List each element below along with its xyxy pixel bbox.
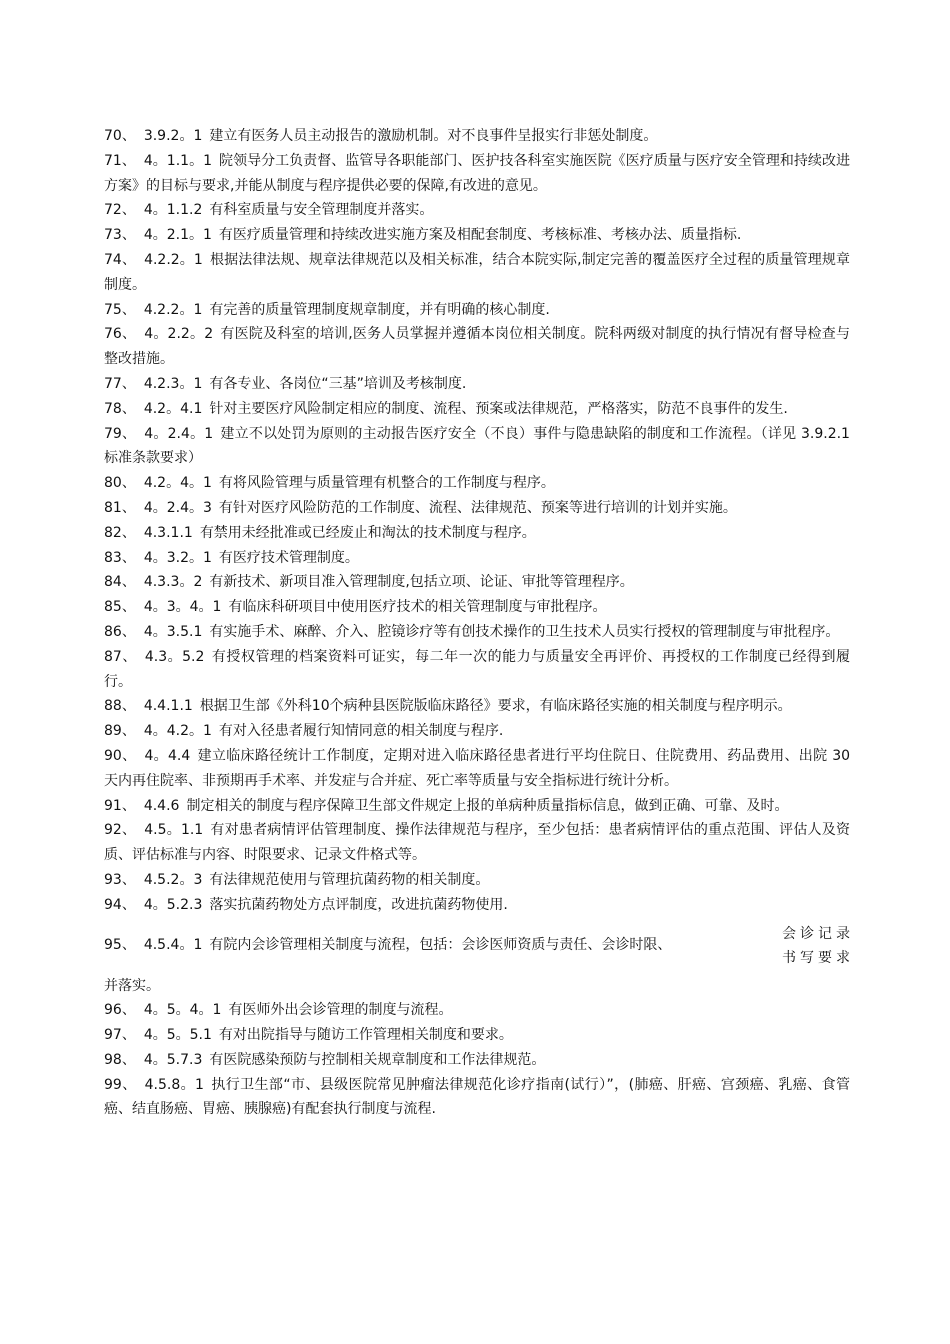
item-number: 83、	[104, 549, 136, 566]
item-text: 有临床科研项目中使用医疗技术的相关管理制度与审批程序。	[228, 599, 607, 616]
item-text: 建立临床路径统计工作制度，定期对进入临床路径患者进行平均住院日、住院费用、药品费用、出院 30 天内再住院率、非预期再手术率、并发症与合并症、死亡率等质量与安全指标进行统计分析。	[104, 747, 851, 789]
item-text: 有实施手术、麻醉、介入、腔镜诊疗等有创技术操作的卫生技术人员实行授权的管理制度与审批程序。	[209, 623, 840, 640]
item-code: 4。5。5.1	[143, 1027, 212, 1044]
item-number: 93、	[104, 871, 136, 888]
item-number: 99、	[104, 1076, 137, 1093]
item-text: 有将风险管理与质量管理有机整合的工作制度与程序。	[218, 475, 555, 492]
item-number: 84、	[104, 574, 136, 591]
item-number: 81、	[104, 499, 136, 516]
item-code: 4.2。4.1	[143, 400, 203, 417]
item-code: 4.5.8。1	[144, 1076, 204, 1093]
item-text: 有医疗质量管理和持续改进实施方案及相配套制度、考核标准、考核办法、质量指标.	[218, 227, 742, 244]
side-note-line-1: 会诊记录	[782, 925, 850, 942]
list-item	[104, 496, 850, 521]
list-item	[104, 223, 850, 248]
item-code: 4.5.2。3	[143, 871, 203, 888]
item-code: 4。3.2。1	[143, 549, 212, 566]
item-text: 建立有医务人员主动报告的激励机制。对不良事件呈报实行非惩处制度。	[209, 128, 658, 144]
item-number: 89、	[104, 723, 136, 740]
regulation-list	[104, 124, 850, 918]
item-text: 根据法律法规、规章法律规范以及相关标准，结合本院实际,制定完善的覆盖医疗全过程的质量管理规章制度。	[104, 251, 850, 293]
item-code: 4。5。4。1	[143, 1002, 222, 1019]
item-code: 4.4.1.1	[143, 698, 193, 715]
item-number: 85、	[104, 599, 136, 616]
list-item	[104, 422, 850, 472]
list-item	[104, 893, 850, 918]
list-item	[104, 744, 850, 794]
item-number: 74、	[104, 251, 137, 268]
regulation-list-continued	[104, 998, 850, 1122]
item-number: 76、	[104, 326, 137, 343]
item-text: 有对患者病情评估管理制度、操作法律规范与程序，至少包括：患者病情评估的重点范围、评估人及资质、评估标准与内容、时限要求、记录文件格式等。	[104, 822, 850, 864]
item-code: 4。1.1.2	[143, 202, 203, 219]
item-number: 70、	[104, 128, 136, 144]
item-code: 4.2。4。1	[143, 475, 212, 492]
item-text: 有科室质量与安全管理制度并落实。	[209, 202, 434, 219]
list-item	[104, 1073, 850, 1123]
item-text: 有院内会诊管理相关制度与流程，包括：会诊医师资质与责任、会诊时限、	[209, 937, 672, 954]
item-code: 4.3.1.1	[143, 524, 193, 541]
list-item	[104, 1023, 850, 1048]
item-text: 有新技术、新项目准入管理制度,包括立项、论证、审批等管理程序。	[209, 574, 634, 591]
list-item	[104, 397, 850, 422]
item-code: 4.4.6	[143, 797, 180, 814]
list-item	[104, 595, 850, 620]
item-95-side-note	[782, 922, 850, 970]
list-item	[104, 868, 850, 893]
item-text: 有禁用未经批准或已经废止和淘汰的技术制度与程序。	[199, 524, 536, 541]
item-code: 4。1.1。1	[143, 152, 213, 169]
item-code: 4。4.2。1	[143, 723, 212, 740]
item-text: 有医师外出会诊管理的制度与流程。	[228, 1002, 453, 1019]
item-number: 86、	[104, 623, 136, 640]
list-item-95	[104, 922, 850, 970]
list-item	[104, 372, 850, 397]
item-text: 有医院感染预防与控制相关规章制度和工作法律规范。	[209, 1051, 546, 1068]
item-number: 75、	[104, 301, 136, 318]
item-text: 根据卫生部《外科10个病种县医院版临床路径》要求，有临床路径实施的相关制度与程序明示。	[199, 698, 792, 715]
list-item	[104, 248, 850, 298]
item-text: 有各专业、各岗位“三基”培训及考核制度.	[209, 375, 467, 392]
item-number: 96、	[104, 1002, 136, 1019]
item-text: 有完善的质量管理制度规章制度，并有明确的核心制度.	[209, 301, 550, 318]
item-code: 4.2.2。1	[144, 251, 203, 268]
item-text: 制定相关的制度与程序保障卫生部文件规定上报的单病种质量指标信息，做到正确、可靠、及时。	[186, 797, 789, 814]
item-code: 4.3。5.2	[144, 648, 205, 665]
list-item	[104, 322, 850, 372]
list-item	[104, 998, 850, 1023]
item-code: 4。2.4。3	[143, 499, 212, 516]
item-code: 4。2.4。1	[144, 425, 214, 442]
item-code: 3.9.2。1	[143, 128, 203, 144]
item-code: 4.3.3。2	[143, 574, 203, 591]
list-item	[104, 719, 850, 744]
list-item	[104, 818, 850, 868]
list-item	[104, 124, 850, 149]
list-item	[104, 794, 850, 819]
item-code: 4。3。4。1	[143, 599, 222, 616]
item-code: 4.2.2。1	[143, 301, 203, 318]
list-item	[104, 570, 850, 595]
item-text: 院领导分工负责督、监管导各职能部门、医护技各科室实施医院《医疗质量与医疗安全管理和持续改进方案》的目标与要求,并能从制度与程序提供必要的保障,有改进的意见。	[104, 152, 850, 194]
item-number: 95、	[104, 937, 136, 954]
item-number: 80、	[104, 475, 136, 492]
item-code: 4。3.5.1	[143, 623, 203, 640]
item-text: 有授权管理的档案资料可证实，每二年一次的能力与质量安全再评价、再授权的工作制度已经得到履行。	[104, 648, 850, 690]
item-code: 4。2.2。2	[144, 326, 214, 343]
list-item	[104, 521, 850, 546]
list-item	[104, 1048, 850, 1073]
item-code: 4.5.4。1	[143, 937, 203, 954]
item-text: 落实抗菌药物处方点评制度，改进抗菌药物使用.	[209, 896, 508, 913]
list-item	[104, 149, 850, 199]
item-number: 73、	[104, 227, 136, 244]
item-number: 79、	[104, 425, 137, 442]
item-text: 有对出院指导与随访工作管理相关制度和要求。	[218, 1027, 513, 1044]
item-text: 有对入径患者履行知情同意的相关制度与程序.	[218, 723, 504, 740]
document-page	[104, 124, 850, 1122]
item-number: 91、	[104, 797, 136, 814]
item-number: 94、	[104, 896, 136, 913]
item-number: 78、	[104, 400, 136, 417]
item-95-continuation: 并落实。	[104, 977, 160, 994]
item-text: 有医院及科室的培训,医务人员掌握并遵循本岗位相关制度。院科两级对制度的执行情况有督导检查与整改措施。	[104, 326, 850, 368]
item-text: 有医疗技术管理制度。	[218, 549, 359, 566]
list-item	[104, 620, 850, 645]
item-95-main	[104, 933, 776, 958]
list-item	[104, 198, 850, 223]
item-number: 71、	[104, 152, 136, 169]
item-number: 72、	[104, 202, 136, 219]
list-item	[104, 694, 850, 719]
item-number: 87、	[104, 648, 137, 665]
list-item	[104, 298, 850, 323]
side-note-line-2: 书写要求	[782, 949, 850, 966]
item-number: 97、	[104, 1027, 136, 1044]
item-code: 4。5.2.3	[143, 896, 203, 913]
item-number: 82、	[104, 524, 136, 541]
item-text: 建立不以处罚为原则的主动报告医疗安全（不良）事件与隐患缺陷的制度和工作流程。（详见 3.9.2.1 标准条款要求）	[104, 425, 850, 467]
item-number: 77、	[104, 375, 136, 392]
item-code: 4。4.4	[144, 747, 191, 764]
item-number: 92、	[104, 822, 137, 839]
list-item	[104, 471, 850, 496]
item-code: 4.5。1.1	[144, 822, 204, 839]
list-item	[104, 645, 850, 695]
item-text: 针对主要医疗风险制定相应的制度、流程、预案或法律规范，严格落实，防范不良事件的发生.	[209, 400, 788, 417]
item-code: 4.2.3。1	[143, 375, 203, 392]
item-number: 90、	[104, 747, 137, 764]
item-text: 有法律规范使用与管理抗菌药物的相关制度。	[209, 871, 490, 888]
item-number: 98、	[104, 1051, 136, 1068]
item-text: 执行卫生部“市、县级医院常见肿瘤法律规范化诊疗指南(试行）”，(肺癌、肝癌、宫颈癌、乳癌、食管癌、结直肠癌、胃癌、胰腺癌)有配套执行制度与流程.	[104, 1076, 850, 1118]
item-text: 有针对医疗风险防范的工作制度、流程、法律规范、预案等进行培训的计划并实施。	[218, 499, 737, 516]
list-item	[104, 546, 850, 571]
item-code: 4。5.7.3	[143, 1051, 203, 1068]
item-number: 88、	[104, 698, 136, 715]
item-code: 4。2.1。1	[143, 227, 212, 244]
